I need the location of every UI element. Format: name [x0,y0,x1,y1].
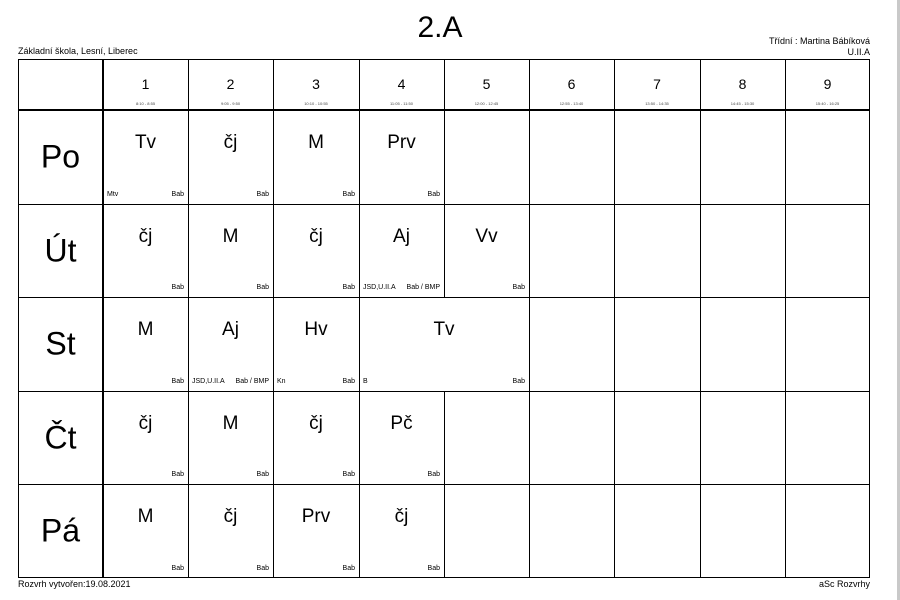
lesson-subject: M [222,225,239,247]
page-title: 2.A [417,11,463,44]
lesson-cell[interactable] [188,204,273,297]
lesson-group: Mtv [107,191,119,198]
grid-line [359,204,360,297]
lesson-teacher: Bab [171,191,184,198]
grid-line [529,204,530,297]
grid-line [18,59,19,578]
lesson-cell[interactable] [273,484,359,578]
period-header [700,59,785,110]
period-number: 8 [738,76,747,92]
grid-line [529,59,530,110]
grid-line [785,204,786,297]
lesson-teacher: Bab [427,471,440,478]
grid-line [18,297,870,298]
lesson-subject: čj [309,225,323,247]
grid-line [359,110,360,204]
grid-line [273,204,274,297]
period-number: 9 [823,76,832,92]
period-header [785,59,870,110]
class-room: U.II.A [847,47,870,57]
grid-line [273,59,274,110]
grid-line [444,110,445,204]
lesson-teacher: Bab [256,284,269,291]
grid-line [359,484,360,578]
created-date: Rozvrh vytvořen:19.08.2021 [18,579,131,589]
day-label: Út [44,232,77,268]
lesson-teacher: Bab [427,191,440,198]
grid-line [273,110,274,204]
lesson-subject: čj [309,412,323,434]
grid-line [785,391,786,484]
lesson-subject: Tv [433,318,455,340]
lesson-subject: Prv [301,505,331,527]
lesson-teacher: Bab / BMP [406,284,440,291]
lesson-cell[interactable] [188,110,273,204]
period-header [273,59,359,110]
lesson-cell[interactable] [273,297,359,391]
lesson-cell[interactable] [359,110,444,204]
grid-line [700,484,701,578]
lesson-subject: Aj [393,225,410,247]
period-number: 4 [397,76,406,92]
lesson-cell[interactable] [103,297,188,391]
period-number: 5 [482,76,491,92]
period-time: 11:05 - 11:50 [390,101,413,106]
lesson-teacher: Bab [256,191,269,198]
lesson-subject: Tv [134,131,157,153]
grid-line [785,59,786,110]
lesson-cell[interactable] [273,204,359,297]
period-header [359,59,444,110]
lesson-teacher: Bab [512,378,525,385]
lesson-subject: Hv [304,318,328,340]
period-header [529,59,614,110]
period-number: 7 [653,76,661,92]
grid-line [614,204,615,297]
class-teacher-label: Třídní : Martina Bábíková [768,36,870,46]
lesson-teacher: Bab [342,191,355,198]
lesson-subject: Pč [390,412,413,434]
lesson-subject: čj [223,505,238,527]
lesson-group: B [363,378,368,385]
grid-line [529,110,530,204]
period-time: 10:10 - 10:55 [304,101,328,106]
lesson-subject: čj [223,131,238,153]
grid-line [188,110,189,204]
lesson-cell[interactable] [444,204,529,297]
lesson-subject: Vv [475,225,498,247]
lesson-teacher: Bab [342,378,355,385]
lesson-teacher: Bab [171,378,184,385]
lesson-subject: Prv [387,131,416,153]
period-time: 12:55 - 13:40 [559,101,584,106]
lesson-cell[interactable] [359,391,444,484]
grid-line [273,297,274,391]
period-time: 12:00 - 12:45 [474,101,499,106]
class-teacher [769,36,870,58]
day-label: Čt [44,419,77,455]
day-label-cell [18,297,103,391]
lesson-subject: M [308,131,324,153]
grid-line [700,204,701,297]
lesson-subject: M [137,505,154,527]
day-label-cell [18,484,103,578]
timetable-grid [18,59,870,578]
lesson-cell[interactable] [359,204,444,297]
day-label: Po [40,138,81,175]
grid-line [273,391,274,484]
lesson-group: JSD,U.II.A [192,378,225,385]
grid-line [700,110,701,204]
lesson-cell[interactable] [103,110,188,204]
lesson-teacher: Bab [171,284,184,291]
lesson-subject: čj [394,505,409,527]
period-number: 3 [312,76,320,92]
lesson-group: JSD,U.II.A [363,284,396,291]
lesson-teacher: Bab [256,565,269,572]
grid-line [359,391,360,484]
lesson-teacher: Bab [171,565,184,572]
grid-line [614,391,615,484]
lesson-cell[interactable] [273,391,359,484]
day-label-cell [18,110,103,204]
grid-line [614,297,615,391]
grid-line [700,391,701,484]
grid-line [869,59,870,578]
grid-line [102,59,104,578]
lesson-subject: čj [138,412,153,434]
grid-line [700,59,701,110]
lesson-subject: M [222,412,239,434]
lesson-subject: Aj [222,318,239,340]
period-header [188,59,273,110]
period-time: 15:40 - 16:25 [815,101,840,106]
grid-line [529,391,530,484]
grid-line [444,391,445,484]
lesson-cell[interactable] [273,110,359,204]
period-header [614,59,700,110]
grid-line [188,391,189,484]
grid-line [188,484,189,578]
period-time: 13:50 - 14:35 [645,101,669,106]
grid-line [188,59,189,110]
grid-line [444,204,445,297]
lesson-teacher: Bab [171,471,184,478]
grid-line [188,297,189,391]
grid-line [700,297,701,391]
lesson-cell[interactable] [359,297,529,391]
grid-line [614,484,615,578]
day-label-cell [18,391,103,484]
grid-line [529,484,530,578]
grid-line [359,297,360,391]
grid-line [785,297,786,391]
period-time: 8:10 - 8:55 [135,101,156,106]
period-time: 14:45 - 15:30 [730,101,755,106]
lesson-teacher: Bab / BMP [235,378,269,385]
grid-line [188,204,189,297]
grid-corner [18,59,103,110]
grid-line [444,59,445,110]
period-number: 2 [226,76,235,92]
grid-line [614,59,615,110]
lesson-cell[interactable] [188,391,273,484]
lesson-subject: čj [138,225,153,247]
grid-line [444,484,445,578]
lesson-teacher: Bab [427,565,440,572]
grid-line [273,484,274,578]
grid-line [785,110,786,204]
lesson-cell[interactable] [188,484,273,578]
school-name: Základní škola, Lesní, Liberec [18,46,138,56]
lesson-teacher: Bab [342,471,355,478]
day-label-cell [18,204,103,297]
day-label: St [45,325,76,362]
lesson-subject: M [137,318,154,340]
period-number: 1 [141,76,150,92]
grid-line [614,110,615,204]
brand-label: aSc Rozvrhy [818,579,870,589]
period-number: 6 [567,76,576,92]
day-label: Pá [40,512,81,549]
lesson-cell[interactable] [359,484,444,578]
lesson-teacher: Bab [512,284,525,291]
period-header [444,59,529,110]
lesson-cell[interactable] [103,391,188,484]
lesson-cell[interactable] [188,297,273,391]
grid-line [359,59,360,110]
grid-line [529,297,530,391]
lesson-cell[interactable] [103,204,188,297]
grid-line [785,484,786,578]
period-time: 9:05 - 9:50 [220,101,241,106]
lesson-teacher: Bab [342,565,355,572]
lesson-cell[interactable] [103,484,188,578]
lesson-teacher: Bab [342,284,355,291]
period-header [103,59,188,110]
lesson-group: Kn [277,378,286,385]
lesson-teacher: Bab [256,471,269,478]
